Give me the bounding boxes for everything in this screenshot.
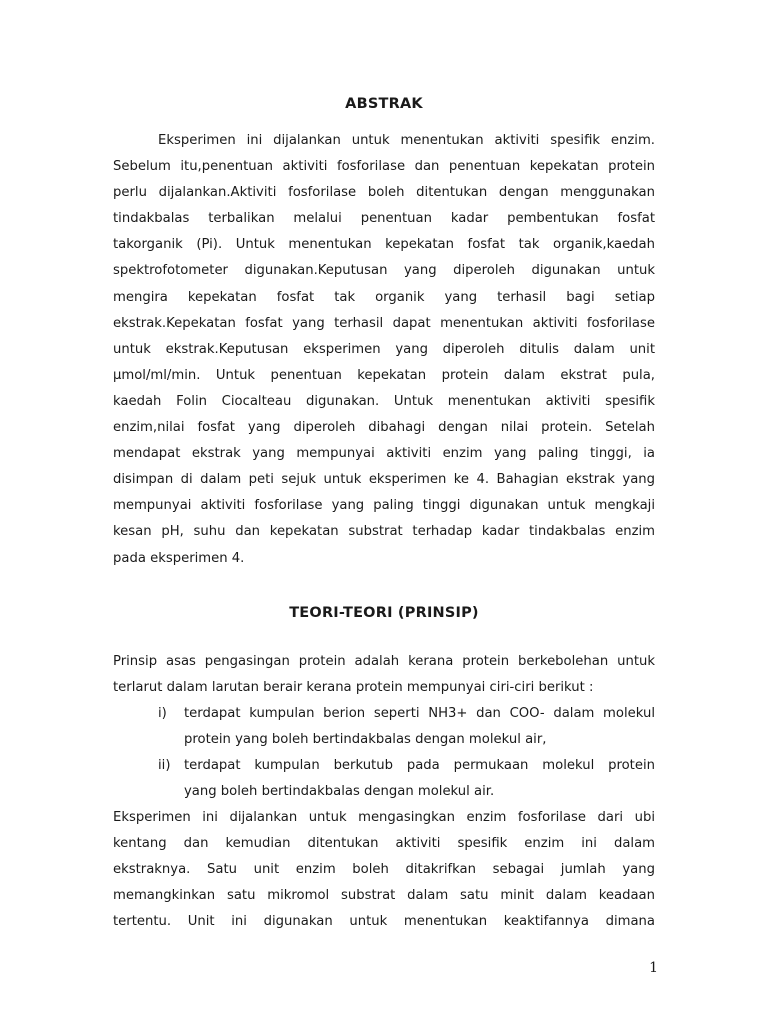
abstract-line: kaedah Folin Ciocalteau digunakan. Untuk menentukan aktiviti spesifik bbox=[113, 393, 655, 409]
theory-body-paragraph bbox=[113, 805, 655, 935]
list-item-line: terdapat kumpulan berion seperti NH3+ dan COO- dalam molekul bbox=[184, 706, 655, 721]
page-number: 1 bbox=[649, 960, 658, 976]
theory-body-line: Eksperimen ini dijalankan untuk mengasingkan enzim fosforilase dari ubi bbox=[113, 810, 655, 825]
abstract-line: Eksperimen ini dijalankan untuk menentukan aktiviti spesifik enzim. bbox=[158, 133, 655, 148]
list-item-line: terdapat kumpulan berkutub pada permukaan molekul protein bbox=[184, 758, 655, 773]
abstract-line: untuk ekstrak.Keputusan eksperimen yang diperoleh ditulis dalam unit bbox=[113, 341, 655, 357]
abstract-line: mempunyai aktiviti fosforilase yang paling tinggi digunakan untuk mengkaji bbox=[113, 498, 655, 514]
abstract-line: kesan pH, suhu dan kepekatan substrat terhadap kadar tindakbalas enzim bbox=[113, 524, 655, 540]
abstract-line: pada eksperimen 4. bbox=[113, 550, 245, 566]
list-marker: i) bbox=[158, 706, 167, 721]
abstract-line: mendapat ekstrak yang mempunyai aktiviti enzim yang paling tinggi, ia bbox=[113, 446, 655, 462]
theory-list-item bbox=[158, 701, 655, 753]
list-item-line: protein yang boleh bertindakbalas dengan molekul air, bbox=[184, 732, 547, 748]
list-item-body bbox=[184, 753, 655, 805]
theory-body-line: ekstraknya. Satu unit enzim boleh ditakrifkan sebagai jumlah yang bbox=[113, 862, 655, 878]
abstract-line: tindakbalas terbalikan melalui penentuan kadar pembentukan fosfat bbox=[113, 211, 655, 227]
abstract-line: spektrofotometer digunakan.Keputusan yang diperoleh digunakan untuk bbox=[113, 263, 655, 279]
abstract-line: ekstrak.Kepekatan fosfat yang terhasil dapat menentukan aktiviti fosforilase bbox=[113, 315, 655, 331]
list-marker: ii) bbox=[158, 758, 171, 773]
abstract-line: disimpan di dalam peti sejuk untuk eksperimen ke 4. Bahagian ekstrak yang bbox=[113, 472, 655, 488]
theory-list-item bbox=[158, 753, 655, 805]
abstract-line: Sebelum itu,penentuan aktiviti fosforilase dan penentuan kepekatan protein bbox=[113, 159, 655, 175]
list-item-body bbox=[184, 701, 655, 753]
abstract-line: perlu dijalankan.Aktiviti fosforilase boleh ditentukan dengan menggunakan bbox=[113, 185, 655, 201]
abstract-line: takorganik (Pi). Untuk menentukan kepekatan fosfat tak organik,kaedah bbox=[113, 237, 655, 253]
theory-body-line: kentang dan kemudian ditentukan aktiviti spesifik enzim ini dalam bbox=[113, 836, 655, 852]
theory-intro-paragraph bbox=[113, 649, 655, 701]
abstract-line: mengira kepekatan fosfat tak organik yang terhasil bagi setiap bbox=[113, 289, 655, 305]
abstract-heading: ABSTRAK bbox=[345, 96, 423, 112]
list-item-line: yang boleh bertindakbalas dengan molekul air. bbox=[184, 784, 495, 800]
abstract-line: µmol/ml/min. Untuk penentuan kepekatan protein dalam ekstrat pula, bbox=[113, 367, 655, 383]
theory-body-line: tertentu. Unit ini digunakan untuk menentukan keaktifannya dimana bbox=[113, 914, 655, 930]
theory-body-line: memangkinkan satu mikromol substrat dalam satu minit dalam keadaan bbox=[113, 888, 655, 904]
theory-heading: TEORI-TEORI (PRINSIP) bbox=[289, 605, 479, 621]
theory-intro-line: Prinsip asas pengasingan protein adalah kerana protein berkebolehan untuk bbox=[113, 654, 655, 669]
abstract-paragraph bbox=[113, 128, 655, 572]
theory-intro-line: terlarut dalam larutan berair kerana protein mempunyai ciri-ciri berikut : bbox=[113, 680, 594, 696]
abstract-line: enzim,nilai fosfat yang diperoleh dibahagi dengan nilai protein. Setelah bbox=[113, 420, 655, 436]
